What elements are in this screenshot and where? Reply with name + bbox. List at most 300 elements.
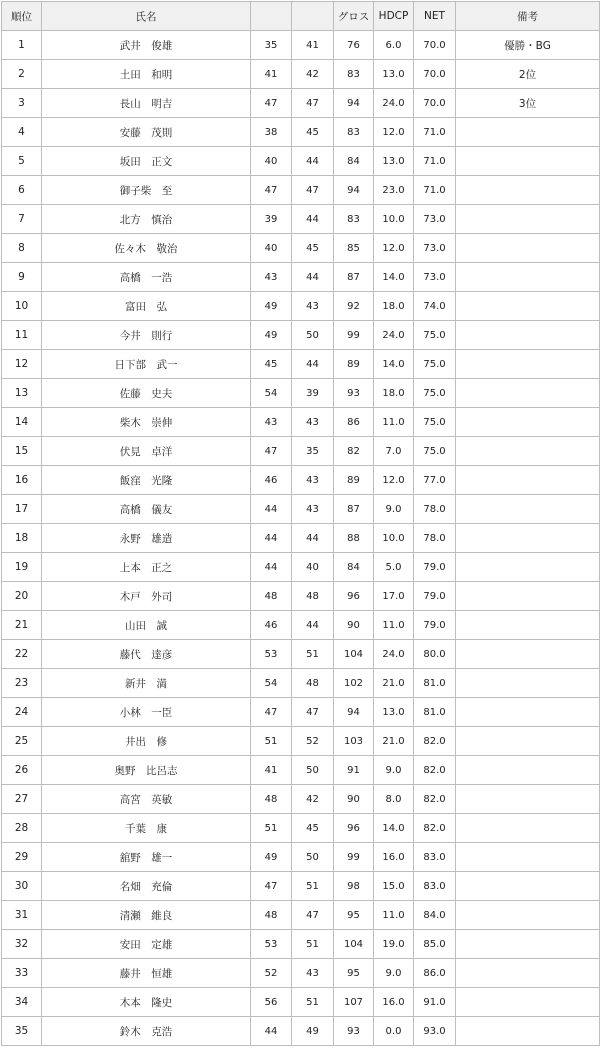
in-score-cell: 50	[292, 756, 334, 785]
results-table	[1, 1, 600, 1046]
net-cell: 85.0	[414, 930, 456, 959]
name-cell: 柴木 崇伸	[42, 408, 251, 437]
in-score-cell: 41	[292, 31, 334, 60]
net-cell: 81.0	[414, 669, 456, 698]
hdcp-cell: 9.0	[374, 959, 414, 988]
net-cell: 79.0	[414, 611, 456, 640]
table-row	[2, 524, 600, 553]
in-score-cell: 44	[292, 350, 334, 379]
gross-cell: 94	[334, 89, 374, 118]
gross-cell: 107	[334, 988, 374, 1017]
in-score-cell: 45	[292, 118, 334, 147]
notes-cell	[456, 263, 600, 292]
in-score-cell: 35	[292, 437, 334, 466]
rank-cell: 16	[2, 466, 42, 495]
name-cell: 武井 俊雄	[42, 31, 251, 60]
rank-cell: 5	[2, 147, 42, 176]
hdcp-cell: 16.0	[374, 988, 414, 1017]
notes-cell	[456, 292, 600, 321]
notes-cell	[456, 901, 600, 930]
name-cell: 木本 隆史	[42, 988, 251, 1017]
out-score-cell: 41	[251, 756, 292, 785]
name-cell: 山田 誠	[42, 611, 251, 640]
in-score-cell: 44	[292, 263, 334, 292]
gross-cell: 92	[334, 292, 374, 321]
net-cell: 80.0	[414, 640, 456, 669]
notes-cell: 3位	[456, 89, 600, 118]
name-cell: 鈴木 克浩	[42, 1017, 251, 1046]
rank-cell: 14	[2, 408, 42, 437]
notes-cell	[456, 698, 600, 727]
rank-cell: 10	[2, 292, 42, 321]
net-cell: 83.0	[414, 872, 456, 901]
gross-cell: 76	[334, 31, 374, 60]
rank-cell: 3	[2, 89, 42, 118]
hdcp-cell: 13.0	[374, 698, 414, 727]
out-score-cell: 48	[251, 582, 292, 611]
name-cell: 長山 明吉	[42, 89, 251, 118]
notes-cell	[456, 350, 600, 379]
table-row	[2, 495, 600, 524]
in-score-cell: 45	[292, 814, 334, 843]
hdcp-cell: 24.0	[374, 89, 414, 118]
in-score-cell: 49	[292, 1017, 334, 1046]
notes-cell	[456, 843, 600, 872]
rank-cell: 1	[2, 31, 42, 60]
in-score-cell: 43	[292, 466, 334, 495]
notes-cell	[456, 1017, 600, 1046]
net-cell: 75.0	[414, 437, 456, 466]
out-score-cell: 49	[251, 292, 292, 321]
name-cell: 佐藤 史夫	[42, 379, 251, 408]
notes-cell	[456, 553, 600, 582]
notes-cell	[456, 466, 600, 495]
in-score-cell: 42	[292, 60, 334, 89]
table-row	[2, 60, 600, 89]
hdcp-cell: 19.0	[374, 930, 414, 959]
gross-cell: 83	[334, 118, 374, 147]
in-score-cell: 47	[292, 89, 334, 118]
table-row	[2, 466, 600, 495]
gross-cell: 87	[334, 495, 374, 524]
hdcp-cell: 13.0	[374, 147, 414, 176]
hdcp-cell: 10.0	[374, 205, 414, 234]
out-score-cell: 56	[251, 988, 292, 1017]
in-score-cell: 43	[292, 292, 334, 321]
table-row	[2, 640, 600, 669]
header-out	[251, 2, 292, 31]
table-row	[2, 959, 600, 988]
out-score-cell: 46	[251, 466, 292, 495]
name-cell: 名畑 充倫	[42, 872, 251, 901]
header-hdcp: HDCP	[374, 2, 414, 31]
gross-cell: 93	[334, 1017, 374, 1046]
in-score-cell: 39	[292, 379, 334, 408]
notes-cell	[456, 582, 600, 611]
in-score-cell: 51	[292, 988, 334, 1017]
table-row	[2, 843, 600, 872]
table-row	[2, 872, 600, 901]
rank-cell: 13	[2, 379, 42, 408]
out-score-cell: 51	[251, 727, 292, 756]
name-cell: 清瀬 維良	[42, 901, 251, 930]
rank-cell: 17	[2, 495, 42, 524]
rank-cell: 2	[2, 60, 42, 89]
out-score-cell: 47	[251, 872, 292, 901]
gross-cell: 99	[334, 843, 374, 872]
header-row	[2, 2, 600, 31]
notes-cell	[456, 234, 600, 263]
notes-cell	[456, 437, 600, 466]
header-in	[292, 2, 334, 31]
net-cell: 79.0	[414, 553, 456, 582]
table-row	[2, 292, 600, 321]
out-score-cell: 47	[251, 698, 292, 727]
hdcp-cell: 14.0	[374, 263, 414, 292]
in-score-cell: 52	[292, 727, 334, 756]
net-cell: 82.0	[414, 785, 456, 814]
in-score-cell: 51	[292, 930, 334, 959]
name-cell: 富田 弘	[42, 292, 251, 321]
notes-cell	[456, 640, 600, 669]
table-row	[2, 263, 600, 292]
out-score-cell: 40	[251, 147, 292, 176]
table-row	[2, 611, 600, 640]
name-cell: 井出 修	[42, 727, 251, 756]
notes-cell	[456, 321, 600, 350]
hdcp-cell: 21.0	[374, 727, 414, 756]
net-cell: 82.0	[414, 727, 456, 756]
hdcp-cell: 13.0	[374, 60, 414, 89]
name-cell: 伏見 卓洋	[42, 437, 251, 466]
rank-cell: 22	[2, 640, 42, 669]
notes-cell	[456, 669, 600, 698]
name-cell: 高橋 儀友	[42, 495, 251, 524]
gross-cell: 82	[334, 437, 374, 466]
net-cell: 75.0	[414, 408, 456, 437]
name-cell: 安藤 茂則	[42, 118, 251, 147]
net-cell: 83.0	[414, 843, 456, 872]
notes-cell: 優勝・BG	[456, 31, 600, 60]
table-row	[2, 814, 600, 843]
net-cell: 70.0	[414, 89, 456, 118]
hdcp-cell: 5.0	[374, 553, 414, 582]
hdcp-cell: 9.0	[374, 495, 414, 524]
net-cell: 93.0	[414, 1017, 456, 1046]
notes-cell: 2位	[456, 60, 600, 89]
rank-cell: 6	[2, 176, 42, 205]
name-cell: 藤代 達彦	[42, 640, 251, 669]
hdcp-cell: 24.0	[374, 640, 414, 669]
notes-cell	[456, 205, 600, 234]
notes-cell	[456, 930, 600, 959]
in-score-cell: 44	[292, 147, 334, 176]
hdcp-cell: 14.0	[374, 814, 414, 843]
table-row	[2, 234, 600, 263]
in-score-cell: 44	[292, 205, 334, 234]
net-cell: 71.0	[414, 176, 456, 205]
in-score-cell: 47	[292, 901, 334, 930]
gross-cell: 96	[334, 814, 374, 843]
notes-cell	[456, 176, 600, 205]
notes-cell	[456, 756, 600, 785]
in-score-cell: 40	[292, 553, 334, 582]
out-score-cell: 48	[251, 901, 292, 930]
table-row	[2, 147, 600, 176]
rank-cell: 28	[2, 814, 42, 843]
out-score-cell: 44	[251, 524, 292, 553]
table-row	[2, 756, 600, 785]
header-name: 氏名	[42, 2, 251, 31]
in-score-cell: 50	[292, 843, 334, 872]
in-score-cell: 42	[292, 785, 334, 814]
gross-cell: 83	[334, 205, 374, 234]
in-score-cell: 48	[292, 582, 334, 611]
net-cell: 71.0	[414, 147, 456, 176]
header-net: NET	[414, 2, 456, 31]
out-score-cell: 54	[251, 379, 292, 408]
name-cell: 土田 和明	[42, 60, 251, 89]
hdcp-cell: 17.0	[374, 582, 414, 611]
rank-cell: 24	[2, 698, 42, 727]
table-row	[2, 553, 600, 582]
table-row	[2, 31, 600, 60]
out-score-cell: 47	[251, 89, 292, 118]
in-score-cell: 43	[292, 408, 334, 437]
notes-cell	[456, 118, 600, 147]
hdcp-cell: 15.0	[374, 872, 414, 901]
out-score-cell: 45	[251, 350, 292, 379]
in-score-cell: 45	[292, 234, 334, 263]
hdcp-cell: 24.0	[374, 321, 414, 350]
rank-cell: 11	[2, 321, 42, 350]
out-score-cell: 53	[251, 640, 292, 669]
table-row	[2, 205, 600, 234]
net-cell: 70.0	[414, 60, 456, 89]
in-score-cell: 51	[292, 640, 334, 669]
in-score-cell: 44	[292, 611, 334, 640]
rank-cell: 19	[2, 553, 42, 582]
out-score-cell: 43	[251, 408, 292, 437]
rank-cell: 30	[2, 872, 42, 901]
gross-cell: 88	[334, 524, 374, 553]
net-cell: 91.0	[414, 988, 456, 1017]
rank-cell: 7	[2, 205, 42, 234]
net-cell: 73.0	[414, 205, 456, 234]
in-score-cell: 51	[292, 872, 334, 901]
gross-cell: 104	[334, 640, 374, 669]
notes-cell	[456, 408, 600, 437]
out-score-cell: 35	[251, 31, 292, 60]
name-cell: 日下部 武一	[42, 350, 251, 379]
gross-cell: 91	[334, 756, 374, 785]
notes-cell	[456, 959, 600, 988]
notes-cell	[456, 524, 600, 553]
out-score-cell: 47	[251, 176, 292, 205]
out-score-cell: 44	[251, 495, 292, 524]
name-cell: 高橋 一浩	[42, 263, 251, 292]
in-score-cell: 48	[292, 669, 334, 698]
rank-cell: 21	[2, 611, 42, 640]
table-row	[2, 350, 600, 379]
hdcp-cell: 12.0	[374, 234, 414, 263]
net-cell: 71.0	[414, 118, 456, 147]
table-row	[2, 988, 600, 1017]
table-row	[2, 408, 600, 437]
notes-cell	[456, 727, 600, 756]
hdcp-cell: 7.0	[374, 437, 414, 466]
out-score-cell: 47	[251, 437, 292, 466]
in-score-cell: 50	[292, 321, 334, 350]
rank-cell: 35	[2, 1017, 42, 1046]
gross-cell: 95	[334, 959, 374, 988]
rank-cell: 12	[2, 350, 42, 379]
name-cell: 奥野 比呂志	[42, 756, 251, 785]
rank-cell: 20	[2, 582, 42, 611]
net-cell: 75.0	[414, 350, 456, 379]
net-cell: 78.0	[414, 524, 456, 553]
out-score-cell: 52	[251, 959, 292, 988]
table-row	[2, 669, 600, 698]
net-cell: 74.0	[414, 292, 456, 321]
name-cell: 安田 定雄	[42, 930, 251, 959]
name-cell: 飯窪 光隆	[42, 466, 251, 495]
gross-cell: 84	[334, 147, 374, 176]
hdcp-cell: 14.0	[374, 350, 414, 379]
hdcp-cell: 11.0	[374, 611, 414, 640]
out-score-cell: 39	[251, 205, 292, 234]
hdcp-cell: 8.0	[374, 785, 414, 814]
table-row	[2, 727, 600, 756]
rank-cell: 15	[2, 437, 42, 466]
name-cell: 御子柴 至	[42, 176, 251, 205]
in-score-cell: 43	[292, 959, 334, 988]
gross-cell: 96	[334, 582, 374, 611]
hdcp-cell: 18.0	[374, 379, 414, 408]
header-gross: グロス	[334, 2, 374, 31]
table-row	[2, 437, 600, 466]
notes-cell	[456, 611, 600, 640]
rank-cell: 8	[2, 234, 42, 263]
net-cell: 75.0	[414, 321, 456, 350]
in-score-cell: 44	[292, 524, 334, 553]
rank-cell: 31	[2, 901, 42, 930]
gross-cell: 89	[334, 350, 374, 379]
rank-cell: 18	[2, 524, 42, 553]
gross-cell: 93	[334, 379, 374, 408]
hdcp-cell: 12.0	[374, 118, 414, 147]
notes-cell	[456, 785, 600, 814]
name-cell: 新井 満	[42, 669, 251, 698]
table-row	[2, 118, 600, 147]
name-cell: 上本 正之	[42, 553, 251, 582]
net-cell: 79.0	[414, 582, 456, 611]
name-cell: 高宮 英敏	[42, 785, 251, 814]
gross-cell: 83	[334, 60, 374, 89]
name-cell: 小林 一臣	[42, 698, 251, 727]
gross-cell: 95	[334, 901, 374, 930]
name-cell: 佐々木 敬治	[42, 234, 251, 263]
table-row	[2, 176, 600, 205]
table-row	[2, 901, 600, 930]
out-score-cell: 38	[251, 118, 292, 147]
table-row	[2, 785, 600, 814]
rank-cell: 34	[2, 988, 42, 1017]
table-row	[2, 582, 600, 611]
rank-cell: 9	[2, 263, 42, 292]
in-score-cell: 47	[292, 698, 334, 727]
out-score-cell: 40	[251, 234, 292, 263]
gross-cell: 85	[334, 234, 374, 263]
out-score-cell: 49	[251, 843, 292, 872]
header-notes: 備考	[456, 2, 600, 31]
name-cell: 舘野 雄一	[42, 843, 251, 872]
name-cell: 千葉 康	[42, 814, 251, 843]
rank-cell: 27	[2, 785, 42, 814]
gross-cell: 103	[334, 727, 374, 756]
table-row	[2, 698, 600, 727]
net-cell: 86.0	[414, 959, 456, 988]
out-score-cell: 44	[251, 1017, 292, 1046]
in-score-cell: 43	[292, 495, 334, 524]
rank-cell: 33	[2, 959, 42, 988]
net-cell: 78.0	[414, 495, 456, 524]
gross-cell: 94	[334, 176, 374, 205]
table-row	[2, 1017, 600, 1046]
hdcp-cell: 23.0	[374, 176, 414, 205]
gross-cell: 99	[334, 321, 374, 350]
net-cell: 75.0	[414, 379, 456, 408]
gross-cell: 86	[334, 408, 374, 437]
hdcp-cell: 21.0	[374, 669, 414, 698]
out-score-cell: 43	[251, 263, 292, 292]
name-cell: 坂田 正文	[42, 147, 251, 176]
hdcp-cell: 0.0	[374, 1017, 414, 1046]
net-cell: 77.0	[414, 466, 456, 495]
out-score-cell: 48	[251, 785, 292, 814]
net-cell: 81.0	[414, 698, 456, 727]
notes-cell	[456, 147, 600, 176]
rank-cell: 29	[2, 843, 42, 872]
net-cell: 82.0	[414, 756, 456, 785]
gross-cell: 90	[334, 611, 374, 640]
gross-cell: 102	[334, 669, 374, 698]
net-cell: 73.0	[414, 263, 456, 292]
rank-cell: 25	[2, 727, 42, 756]
hdcp-cell: 6.0	[374, 31, 414, 60]
table-row	[2, 379, 600, 408]
rank-cell: 23	[2, 669, 42, 698]
hdcp-cell: 16.0	[374, 843, 414, 872]
out-score-cell: 41	[251, 60, 292, 89]
name-cell: 今井 則行	[42, 321, 251, 350]
table-row	[2, 930, 600, 959]
hdcp-cell: 18.0	[374, 292, 414, 321]
net-cell: 70.0	[414, 31, 456, 60]
hdcp-cell: 11.0	[374, 901, 414, 930]
hdcp-cell: 11.0	[374, 408, 414, 437]
hdcp-cell: 9.0	[374, 756, 414, 785]
out-score-cell: 44	[251, 553, 292, 582]
notes-cell	[456, 495, 600, 524]
net-cell: 82.0	[414, 814, 456, 843]
table-row	[2, 89, 600, 118]
gross-cell: 87	[334, 263, 374, 292]
out-score-cell: 54	[251, 669, 292, 698]
rank-cell: 32	[2, 930, 42, 959]
net-cell: 73.0	[414, 234, 456, 263]
table-row	[2, 321, 600, 350]
